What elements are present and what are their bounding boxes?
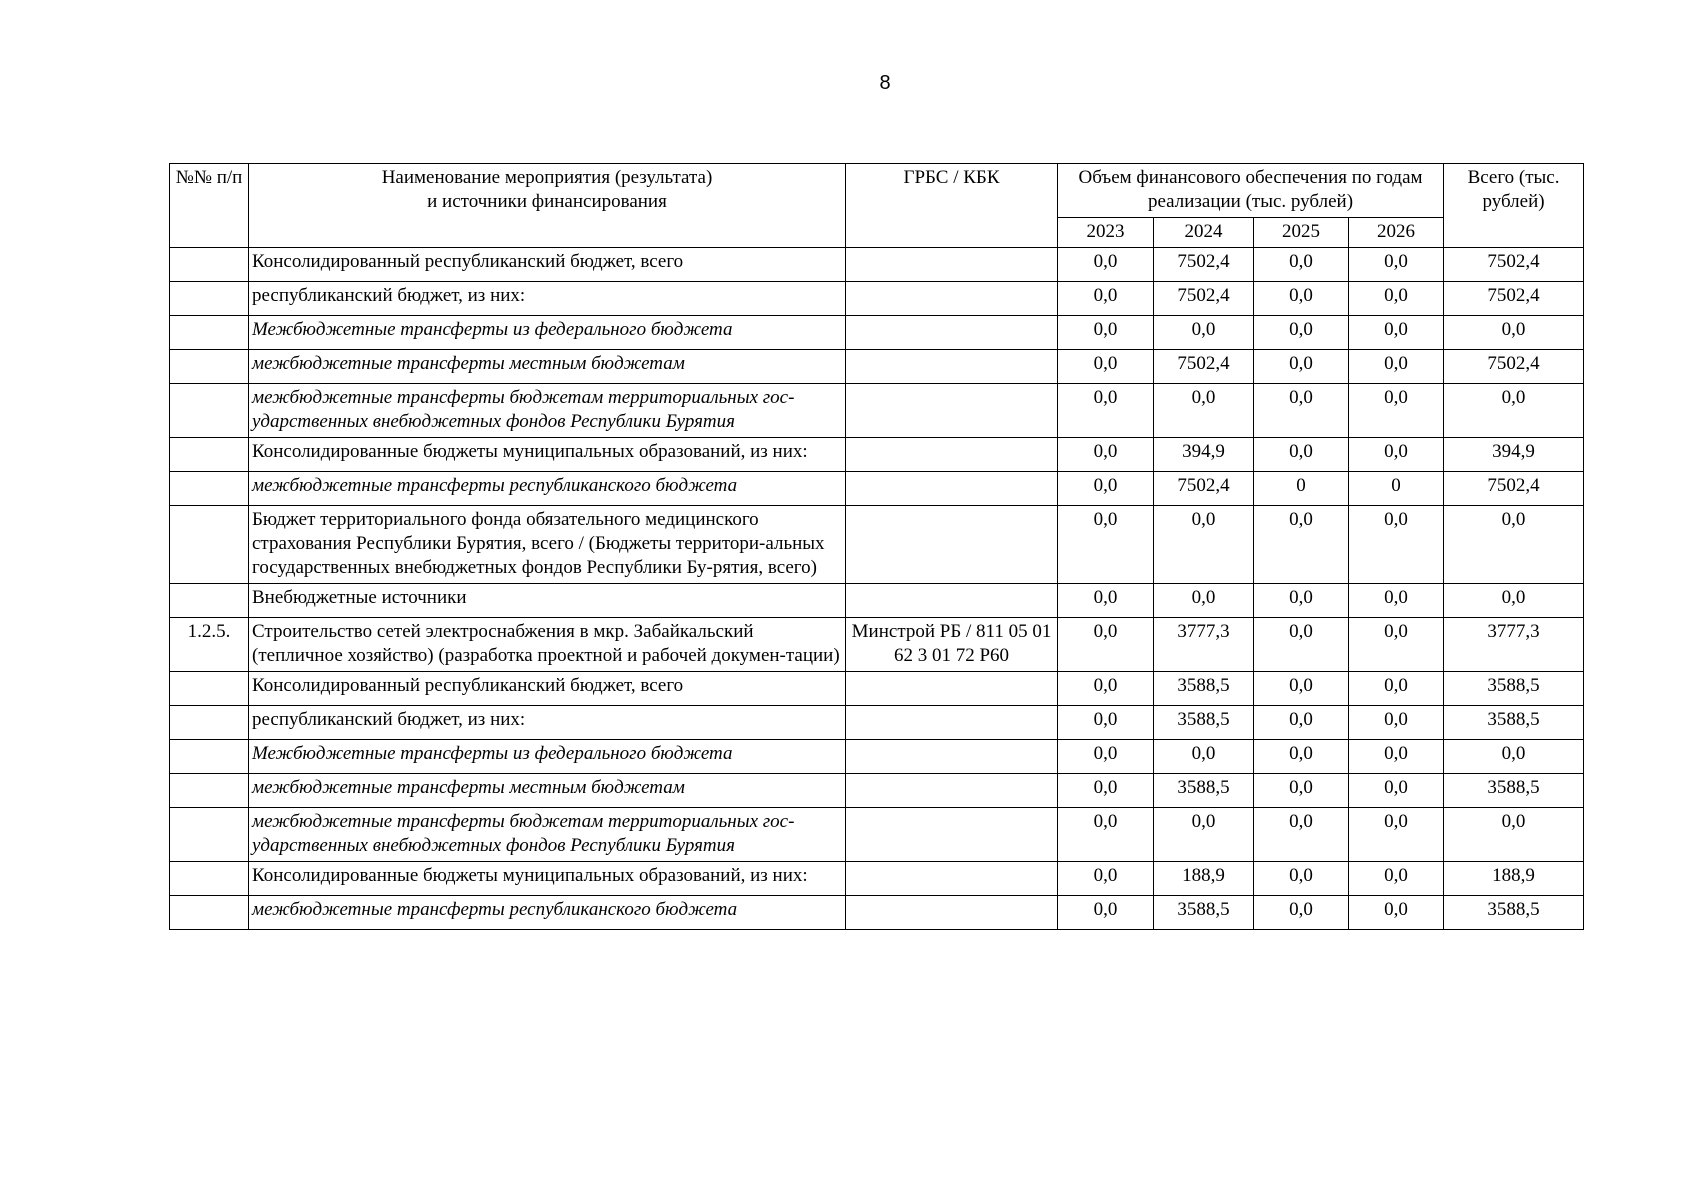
row-number: [170, 584, 249, 618]
table-row: [170, 618, 1584, 672]
row-name: Консолидированный республиканский бюджет, всего: [249, 672, 846, 706]
row-value-2026: 0,0: [1349, 584, 1444, 618]
row-kbk: Минстрой РБ / 811 05 01 62 3 01 72 P60: [846, 618, 1058, 672]
row-kbk: [846, 282, 1058, 316]
row-value-2026: 0,0: [1349, 438, 1444, 472]
row-value-2024: 0,0: [1154, 740, 1254, 774]
row-number: [170, 282, 249, 316]
row-value-2025: 0,0: [1254, 384, 1349, 438]
row-total: 3588,5: [1444, 774, 1584, 808]
row-name: межбюджетные трансферты республиканского бюджета: [249, 896, 846, 930]
header-year-2026: 2026: [1349, 218, 1444, 248]
row-value-2023: 0,0: [1058, 472, 1154, 506]
row-value-2024: 7502,4: [1154, 472, 1254, 506]
header-name-line1: Наименование мероприятия (результата): [381, 167, 713, 188]
row-total: 0,0: [1444, 808, 1584, 862]
row-value-2026: 0,0: [1349, 706, 1444, 740]
row-value-2026: 0,0: [1349, 282, 1444, 316]
row-total: 188,9: [1444, 862, 1584, 896]
row-total: 3588,5: [1444, 672, 1584, 706]
row-total: 0,0: [1444, 506, 1584, 584]
row-value-2026: 0,0: [1349, 774, 1444, 808]
table-row: [170, 384, 1584, 438]
row-value-2025: 0,0: [1254, 740, 1349, 774]
row-total: 7502,4: [1444, 282, 1584, 316]
row-total: 3588,5: [1444, 896, 1584, 930]
row-value-2026: 0,0: [1349, 316, 1444, 350]
row-value-2024: 3777,3: [1154, 618, 1254, 672]
table-row: [170, 706, 1584, 740]
row-value-2025: 0,0: [1254, 896, 1349, 930]
header-year-2024: 2024: [1154, 218, 1254, 248]
row-name: Бюджет территориального фонда обязательного медицинского страхования Республики Бурятия, всего / (Бюджеты территори-альных государственных внебюджетных фондов Республики Бу-рятия, всего): [249, 506, 846, 584]
row-kbk: [846, 740, 1058, 774]
header-num: №№ п/п: [170, 164, 249, 248]
row-value-2024: 394,9: [1154, 438, 1254, 472]
row-value-2025: 0,0: [1254, 706, 1349, 740]
row-number: [170, 774, 249, 808]
header-kbk: ГРБС / КБК: [846, 164, 1058, 248]
row-total: 0,0: [1444, 316, 1584, 350]
row-name: межбюджетные трансферты бюджетам территориальных гос-ударственных внебюджетных фондов Республики Бурятия: [249, 384, 846, 438]
row-value-2026: 0,0: [1349, 896, 1444, 930]
row-value-2024: 7502,4: [1154, 350, 1254, 384]
row-kbk: [846, 438, 1058, 472]
header-year-2023: 2023: [1058, 218, 1154, 248]
row-kbk: [846, 896, 1058, 930]
row-value-2026: 0,0: [1349, 862, 1444, 896]
row-number: [170, 672, 249, 706]
row-number: [170, 740, 249, 774]
table-row: [170, 316, 1584, 350]
row-value-2024: 0,0: [1154, 584, 1254, 618]
row-value-2026: 0,0: [1349, 350, 1444, 384]
row-value-2023: 0,0: [1058, 896, 1154, 930]
row-kbk: [846, 672, 1058, 706]
table-row: [170, 672, 1584, 706]
row-value-2023: 0,0: [1058, 672, 1154, 706]
table-row: [170, 740, 1584, 774]
row-value-2023: 0,0: [1058, 282, 1154, 316]
row-value-2025: 0,0: [1254, 584, 1349, 618]
row-kbk: [846, 808, 1058, 862]
row-value-2025: 0,0: [1254, 282, 1349, 316]
row-number: [170, 438, 249, 472]
row-kbk: [846, 706, 1058, 740]
row-value-2026: 0: [1349, 472, 1444, 506]
row-value-2024: 7502,4: [1154, 282, 1254, 316]
row-name: Консолидированные бюджеты муниципальных образований, из них:: [249, 862, 846, 896]
table-row: [170, 862, 1584, 896]
row-total: 3777,3: [1444, 618, 1584, 672]
row-value-2023: 0,0: [1058, 618, 1154, 672]
row-total: 7502,4: [1444, 350, 1584, 384]
row-value-2025: 0: [1254, 472, 1349, 506]
row-kbk: [846, 472, 1058, 506]
row-value-2025: 0,0: [1254, 316, 1349, 350]
row-kbk: [846, 384, 1058, 438]
row-name: межбюджетные трансферты местным бюджетам: [249, 774, 846, 808]
header-volume: Объем финансового обеспечения по годам реализации (тыс. рублей): [1058, 164, 1444, 218]
row-kbk: [846, 774, 1058, 808]
row-value-2026: 0,0: [1349, 672, 1444, 706]
row-value-2025: 0,0: [1254, 808, 1349, 862]
row-value-2024: 0,0: [1154, 808, 1254, 862]
row-value-2026: 0,0: [1349, 740, 1444, 774]
table-row: [170, 506, 1584, 584]
row-value-2023: 0,0: [1058, 774, 1154, 808]
row-value-2024: 0,0: [1154, 384, 1254, 438]
row-kbk: [846, 248, 1058, 282]
row-value-2025: 0,0: [1254, 350, 1349, 384]
row-value-2023: 0,0: [1058, 248, 1154, 282]
row-name: Внебюджетные источники: [249, 584, 846, 618]
row-kbk: [846, 316, 1058, 350]
row-value-2026: 0,0: [1349, 808, 1444, 862]
row-kbk: [846, 350, 1058, 384]
table-row: [170, 282, 1584, 316]
header-year-2025: 2025: [1254, 218, 1349, 248]
row-value-2023: 0,0: [1058, 740, 1154, 774]
row-kbk: [846, 862, 1058, 896]
row-value-2026: 0,0: [1349, 506, 1444, 584]
header-total: Всего (тыс. рублей): [1444, 164, 1584, 248]
row-name: Консолидированный республиканский бюджет, всего: [249, 248, 846, 282]
row-value-2024: 3588,5: [1154, 706, 1254, 740]
table-row: [170, 584, 1584, 618]
row-name: республиканский бюджет, из них:: [249, 282, 846, 316]
row-name: межбюджетные трансферты местным бюджетам: [249, 350, 846, 384]
row-value-2023: 0,0: [1058, 316, 1154, 350]
row-value-2026: 0,0: [1349, 384, 1444, 438]
row-number: [170, 808, 249, 862]
row-value-2024: 188,9: [1154, 862, 1254, 896]
row-number: [170, 896, 249, 930]
table-row: [170, 248, 1584, 282]
row-value-2025: 0,0: [1254, 248, 1349, 282]
row-value-2025: 0,0: [1254, 438, 1349, 472]
row-value-2024: 3588,5: [1154, 896, 1254, 930]
row-value-2025: 0,0: [1254, 862, 1349, 896]
row-number: [170, 706, 249, 740]
row-number: [170, 384, 249, 438]
row-total: 394,9: [1444, 438, 1584, 472]
row-value-2023: 0,0: [1058, 706, 1154, 740]
table-row: [170, 896, 1584, 930]
row-kbk: [846, 584, 1058, 618]
row-kbk: [846, 506, 1058, 584]
row-number: [170, 506, 249, 584]
row-value-2026: 0,0: [1349, 618, 1444, 672]
row-name: Консолидированные бюджеты муниципальных образований, из них:: [249, 438, 846, 472]
row-value-2024: 0,0: [1154, 316, 1254, 350]
table-row: [170, 472, 1584, 506]
row-value-2023: 0,0: [1058, 808, 1154, 862]
row-number: [170, 862, 249, 896]
row-name: Межбюджетные трансферты из федерального бюджета: [249, 740, 846, 774]
financing-table: [169, 163, 1584, 930]
row-total: 3588,5: [1444, 706, 1584, 740]
table-body: [170, 248, 1584, 930]
table-row: [170, 438, 1584, 472]
row-number: [170, 350, 249, 384]
row-value-2025: 0,0: [1254, 618, 1349, 672]
row-value-2026: 0,0: [1349, 248, 1444, 282]
row-total: 0,0: [1444, 740, 1584, 774]
row-name: межбюджетные трансферты республиканского бюджета: [249, 472, 846, 506]
row-name: Строительство сетей электроснабжения в мкр. Забайкальский (тепличное хозяйство) (разработка проектной и рабочей докумен-тации): [249, 618, 846, 672]
row-number: 1.2.5.: [170, 618, 249, 672]
row-value-2025: 0,0: [1254, 672, 1349, 706]
row-value-2023: 0,0: [1058, 438, 1154, 472]
table-header: [170, 164, 1584, 248]
header-name: [249, 164, 846, 248]
row-value-2025: 0,0: [1254, 506, 1349, 584]
table-row: [170, 808, 1584, 862]
header-name-line2: и источники финансирования: [427, 191, 667, 212]
row-value-2024: 3588,5: [1154, 672, 1254, 706]
row-total: 0,0: [1444, 584, 1584, 618]
row-total: 7502,4: [1444, 248, 1584, 282]
row-number: [170, 316, 249, 350]
row-number: [170, 248, 249, 282]
row-value-2024: 0,0: [1154, 506, 1254, 584]
table-row: [170, 350, 1584, 384]
row-total: 0,0: [1444, 384, 1584, 438]
row-value-2024: 7502,4: [1154, 248, 1254, 282]
row-value-2023: 0,0: [1058, 384, 1154, 438]
row-name: межбюджетные трансферты бюджетам территориальных гос-ударственных внебюджетных фондов Республики Бурятия: [249, 808, 846, 862]
row-value-2025: 0,0: [1254, 774, 1349, 808]
row-total: 7502,4: [1444, 472, 1584, 506]
row-name: Межбюджетные трансферты из федерального бюджета: [249, 316, 846, 350]
row-value-2024: 3588,5: [1154, 774, 1254, 808]
row-name: республиканский бюджет, из них:: [249, 706, 846, 740]
row-value-2023: 0,0: [1058, 584, 1154, 618]
row-value-2023: 0,0: [1058, 862, 1154, 896]
row-value-2023: 0,0: [1058, 506, 1154, 584]
page-number: 8: [879, 72, 891, 94]
row-number: [170, 472, 249, 506]
table-row: [170, 774, 1584, 808]
row-value-2023: 0,0: [1058, 350, 1154, 384]
